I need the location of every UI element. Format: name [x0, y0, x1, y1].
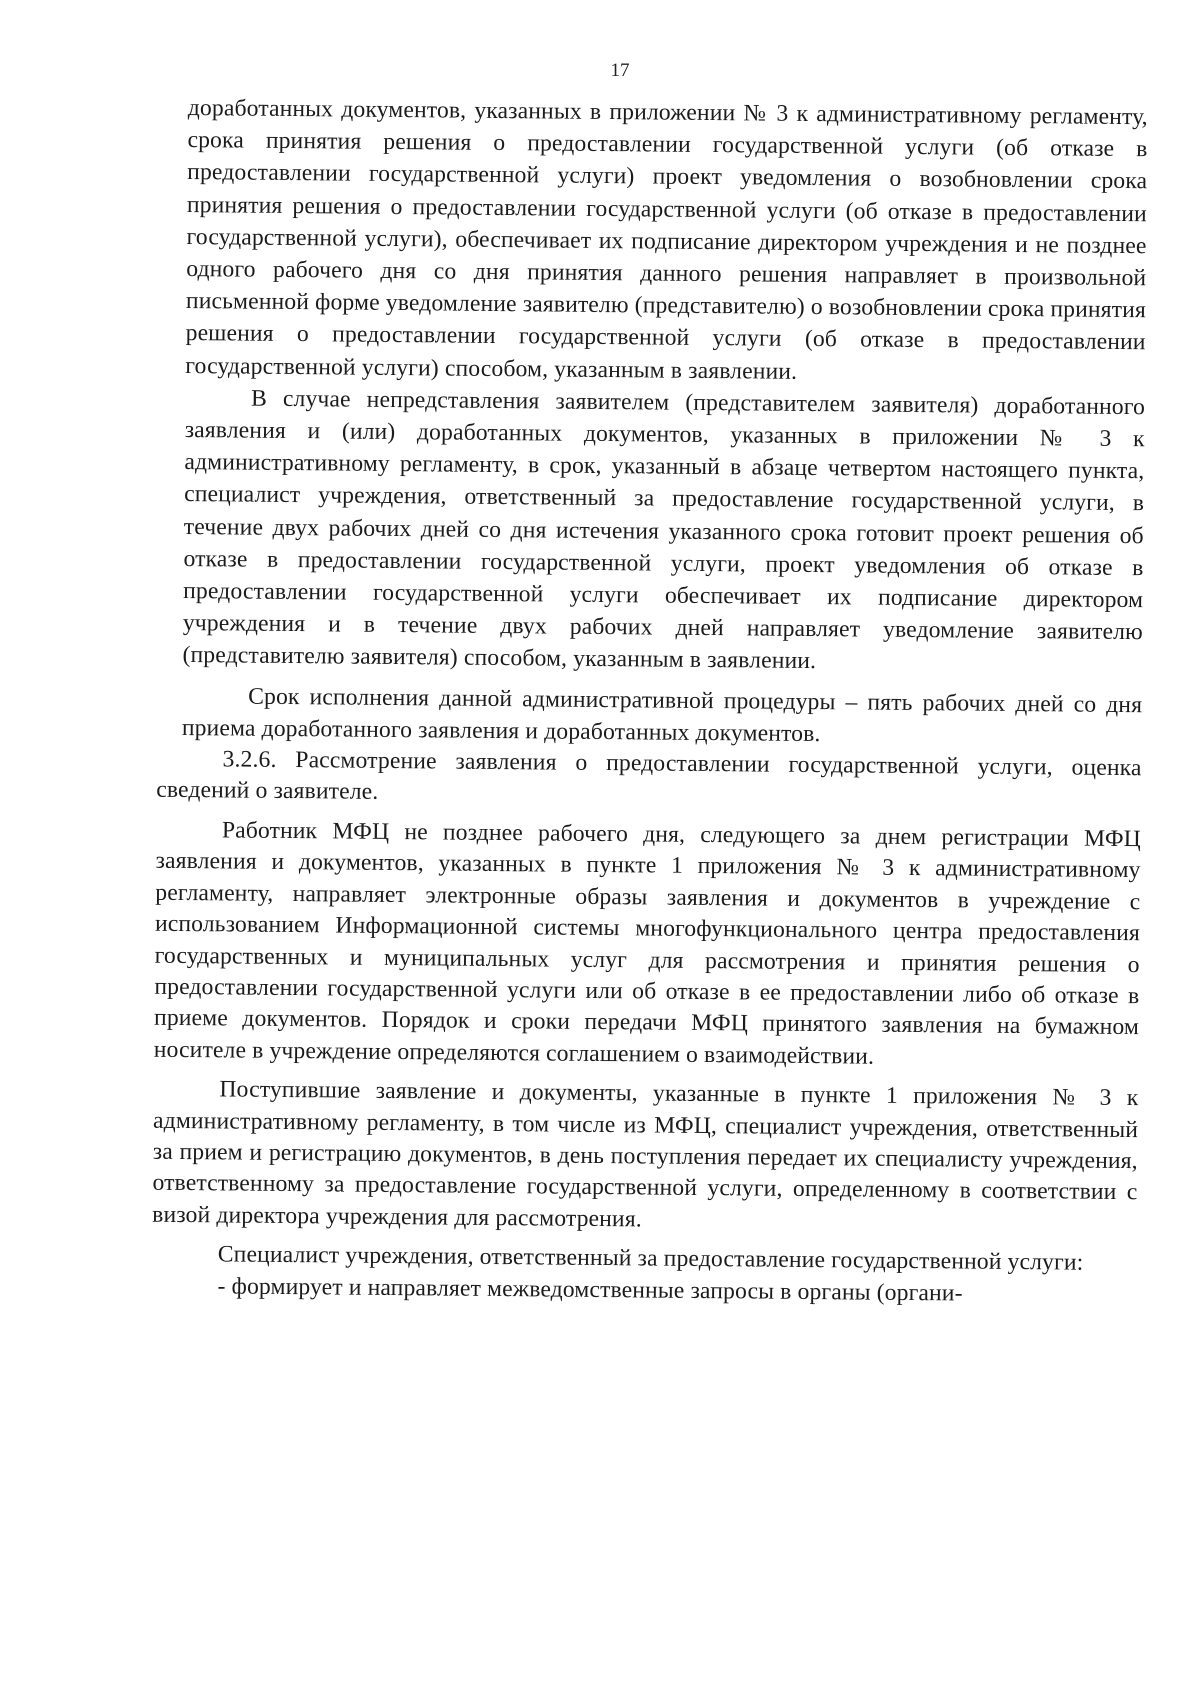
paragraph-mfc-worker: Работник МФЦ не позднее рабочего дня, следующего за днем регистрации МФЦ заявления и документов, указанных в пункте 1 приложения № 3 к административному регламенту, направляет электронные образы заявления и документов в учреждение с использованием Информационной системы многофункционального центра предоставления государственных и муниципальных услуг для рассмотрения и принятия решения о предоставлении государственной услуги или об отказе в ее предоставлении либо об отказе в приеме документов. Порядок и сроки передачи МФЦ принятого заявления на бумажном носителе в учреждение определяются соглашением о взаимодействии.: [153, 817, 1141, 1070]
paragraph-received-documents: Поступившие заявление и документы, указанные в пункте 1 приложения № 3 к административному регламенту, в том числе из МФЦ, специалист учреждения, ответственный за прием и регистрацию документов, в день поступления передает их специалисту учреждения, ответственному за предоставление государственной услуги, определенному в соответствии с визой директора учреждения для рассмотрения.: [152, 1076, 1139, 1233]
text-block-upper: [182, 92, 1148, 753]
paragraph-specialist: Специалист учреждения, ответственный за предоставление государственной услуги:: [217, 1241, 1084, 1276]
text-block-lower: [151, 744, 1141, 1311]
paragraph-non-submission: В случае непредставления заявителем (представителем заявителя) доработанного заявления и (или) доработанных документов, указанных в приложении № 3 к административному регламенту, в срок, указанный в абзаце четвертом настоящего пункта, специалист учреждения, ответственный за предоставление государственной услуги, в течение двух рабочих дней со дня истечения указанного срока готовит проект решения об отказе в предоставлении государственной услуги, проект уведомления об отказе в предоставлении государственной услуги обеспечивает их подписание директором учреждения и в течение двух рабочих дней направляет уведомление заявителю (представителю заявителя) способом, указанным в заявлении.: [182, 385, 1146, 675]
list-item-interagency-requests: - формирует и направляет межведомственные запросы в органы (органи-: [217, 1272, 963, 1307]
document-body: [152, 92, 1148, 1311]
paragraph-continuation: доработанных документов, указанных в приложении № 3 к административному регламенту, срока принятия решения о предоставлении государственной услуги (об отказе в предоставлении государственной услуги) проект уведомления о возобновлении срока принятия решения о предоставлении государственной услуги (об отказе в предоставлении государственной услуги), обеспечивает их подписание директором учреждения и не позднее одного рабочего дня со дня принятия данного решения направляет в произвольной письменной форме уведомление заявителю (представителю) о возобновлении срока принятия решения о предоставлении государственной услуги (об отказе в предоставлении государственной услуги) способом, указанным в заявлении.: [185, 94, 1148, 385]
section-heading-3-2-6: 3.2.6. Рассмотрение заявления о предоставлении государственной услуги, оценка сведений о заявителе.: [156, 746, 1142, 806]
paragraph-procedure-deadline: Срок исполнения данной административной процедуры – пять рабочих дней со дня приема доработанного заявления и доработанных документов.: [181, 683, 1143, 747]
page-number: 17: [610, 60, 630, 81]
